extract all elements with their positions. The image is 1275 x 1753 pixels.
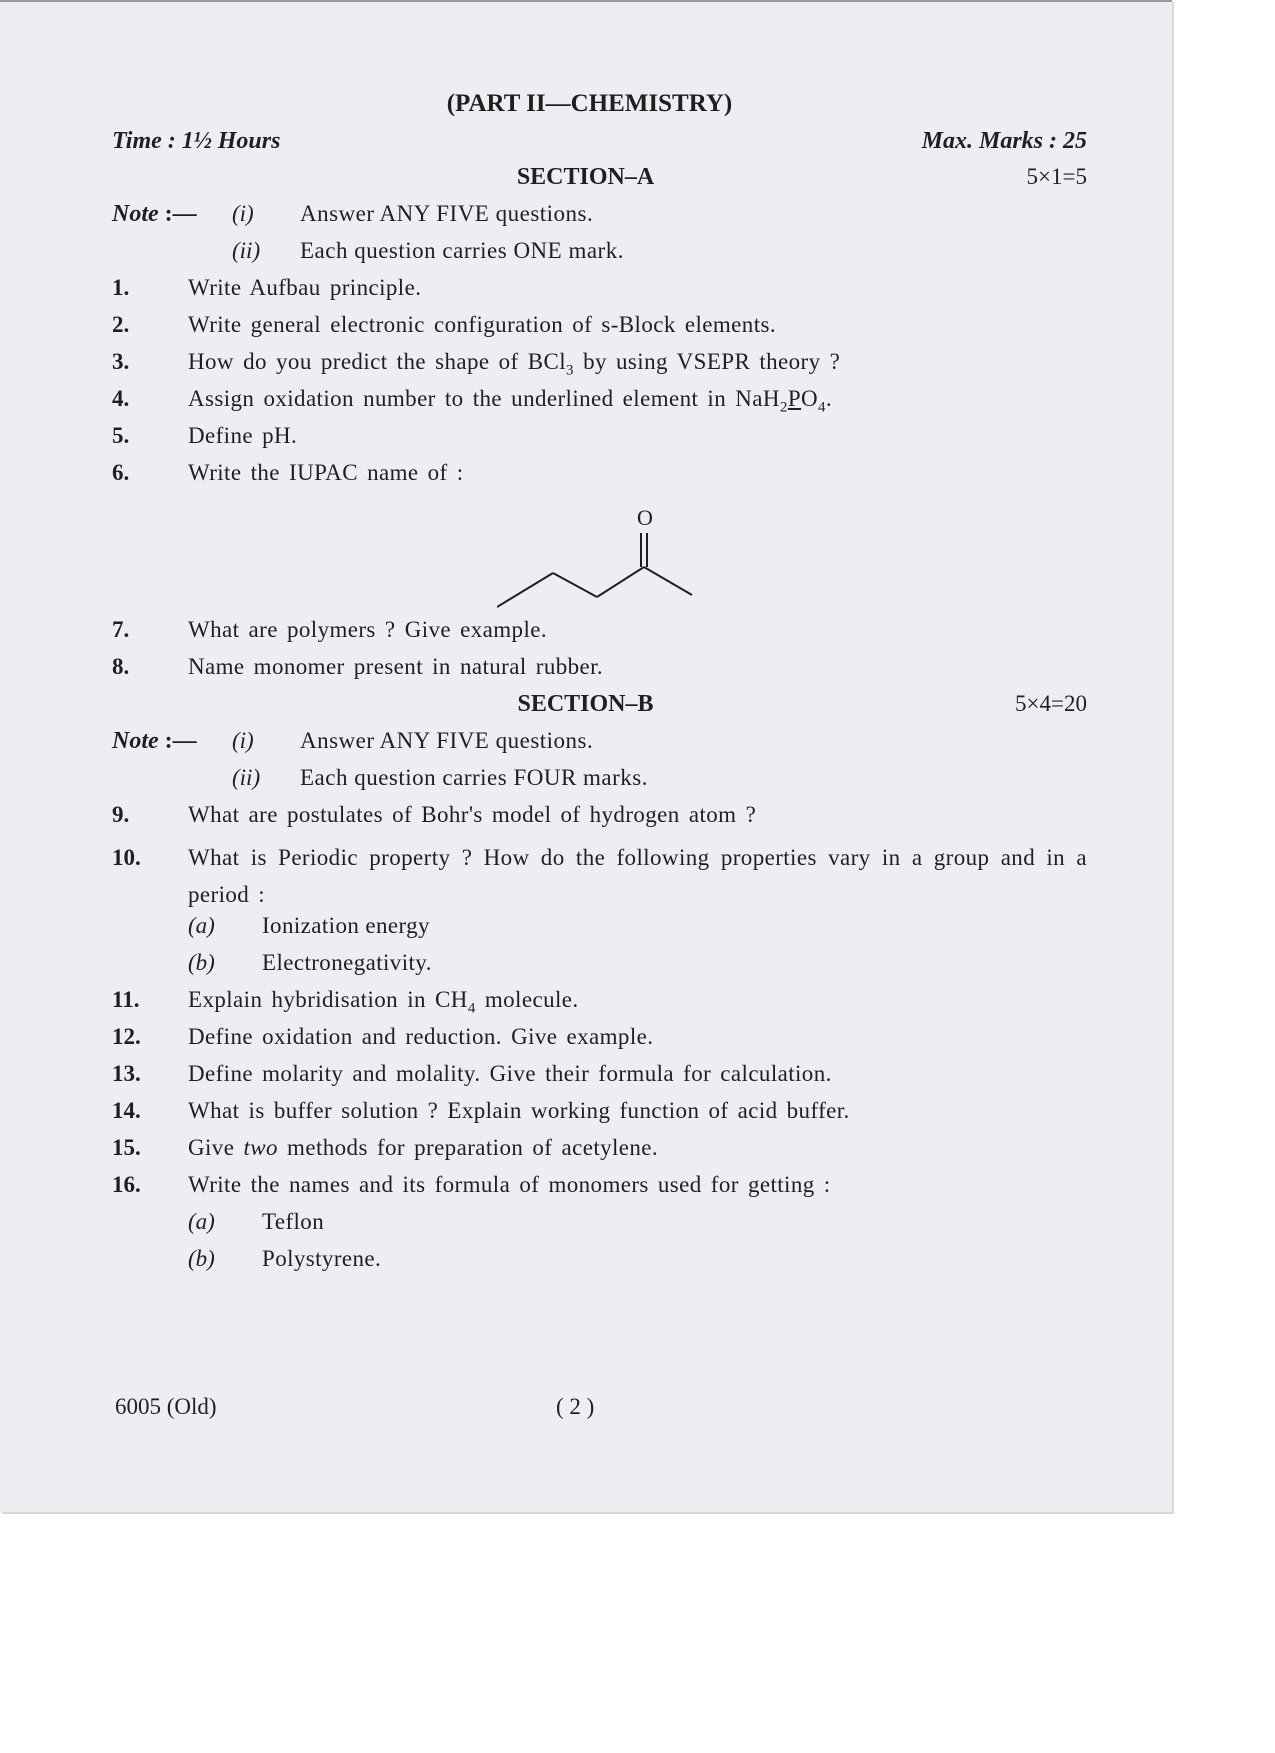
question-8: 8. Name monomer present in natural rubber. <box>112 654 1087 691</box>
section-b-header <box>112 691 1087 728</box>
page-number: ( 2 ) <box>556 1394 595 1419</box>
section-b-title: SECTION–B <box>517 691 654 717</box>
question-14: 14. What is buffer solution ? Explain working function of acid buffer. <box>112 1098 1087 1135</box>
question-text: Write general electronic configuration of s-Block elements. <box>188 312 776 337</box>
question-7: 7. What are polymers ? Give example. <box>112 617 1087 654</box>
question-text: Write the IUPAC name of : <box>188 460 464 485</box>
question-text: Write Aufbau principle. <box>188 275 422 300</box>
question-12: 12. Define oxidation and reduction. Give example. <box>112 1024 1087 1061</box>
ketone-structure <box>112 497 1087 617</box>
question-1: 1. Write Aufbau principle. <box>112 275 1087 312</box>
section-b-note-2 <box>112 765 1087 802</box>
note-text: Each question carries ONE mark. <box>300 238 624 263</box>
question-text: What is buffer solution ? Explain working function of acid buffer. <box>188 1098 850 1123</box>
section-a-title: SECTION–A <box>516 164 655 190</box>
question-9: 9. What are postulates of Bohr's model of hydrogen atom ? <box>112 802 1087 839</box>
section-a-header <box>112 164 1087 201</box>
question-text: What are polymers ? Give example. <box>188 617 548 642</box>
question-3: 3. How do you predict the shape of BCl$_3$ by using VSEPR theory ? <box>112 349 1087 386</box>
note-text: Each question carries FOUR marks. <box>300 765 649 790</box>
question-16-part-a: (a) Teflon <box>188 1209 325 1234</box>
section-a-marks: 5×1=5 <box>1026 164 1087 189</box>
note-number: (i) <box>232 201 254 226</box>
question-text: Explain hybridisation in $CH_4$ molecule. <box>188 987 579 1017</box>
skeletal-formula <box>497 501 737 617</box>
note-label: Note :— <box>112 201 197 227</box>
page-content <box>112 90 1087 1283</box>
question-text: Define molarity and molality. Give their formula for calculation. <box>188 1061 832 1086</box>
underlined-element: P <box>787 386 802 411</box>
question-15: 15. Give two methods for preparation of acetylene. <box>112 1135 1087 1172</box>
question-13: 13. Define molarity and molality. Give their formula for calculation. <box>112 1061 1087 1098</box>
paper-code: 6005 (Old) <box>115 1394 217 1419</box>
note-text: Answer ANY FIVE questions. <box>300 728 594 753</box>
question-text: Define oxidation and reduction. Give example. <box>188 1024 654 1049</box>
time-label: Time : 1½ Hours <box>112 128 281 154</box>
question-16-part-b: (b) Polystyrene. <box>188 1246 382 1271</box>
note-number: (i) <box>232 728 254 753</box>
question-text: Assign oxidation number to the underlined element in $NaH_2PO_4$. <box>188 386 833 416</box>
question-10-part-a: (a) Ionization energy <box>188 913 430 938</box>
question-text: Define pH. <box>188 423 298 448</box>
note-text: Answer ANY FIVE questions. <box>300 201 594 226</box>
note-label: Note :— <box>112 728 197 754</box>
question-16: 16. Write the names and its formula of monomers used for getting : <box>112 1172 1087 1209</box>
question-text: What are postulates of Bohr's model of hydrogen atom ? <box>188 802 757 827</box>
note-number: (ii) <box>232 765 261 790</box>
question-text: Write the names and its formula of monomers used for getting : <box>188 1172 831 1197</box>
part-title: (PART II—CHEMISTRY) <box>446 90 733 117</box>
question-text: How do you predict the shape of BCl$_3$ by using VSEPR theory ? <box>188 349 841 379</box>
question-text: What is Periodic property ? How do the following properties vary in a group and in a period : <box>188 845 1087 907</box>
question-2: 2. Write general electronic configuration of s-Block elements. <box>112 312 1087 349</box>
question-4: 4. Assign oxidation number to the underlined element in $NaH_2PO_4$. <box>112 386 1087 423</box>
question-11: 11. Explain hybridisation in $CH_4$ molecule. <box>112 987 1087 1024</box>
section-b-marks: 5×4=20 <box>1015 691 1087 716</box>
question-text: Give two methods for preparation of acetylene. <box>188 1135 659 1160</box>
question-10: 10. What is Periodic property ? How do the following properties vary in a group and in a period : <box>112 839 1087 913</box>
question-5: 5. Define pH. <box>112 423 1087 460</box>
note-number: (ii) <box>232 238 261 263</box>
header-row <box>112 128 1087 164</box>
max-marks-label: Max. Marks : 25 <box>921 128 1087 154</box>
section-a-note-1 <box>112 201 1087 238</box>
oxygen-label: O <box>637 505 653 530</box>
question-6: 6. Write the IUPAC name of : <box>112 460 1087 497</box>
question-text: Name monomer present in natural rubber. <box>188 654 604 679</box>
section-a-note-2 <box>112 238 1087 275</box>
section-b-note-1 <box>112 728 1087 765</box>
question-10-part-b: (b) Electronegativity. <box>188 950 432 975</box>
